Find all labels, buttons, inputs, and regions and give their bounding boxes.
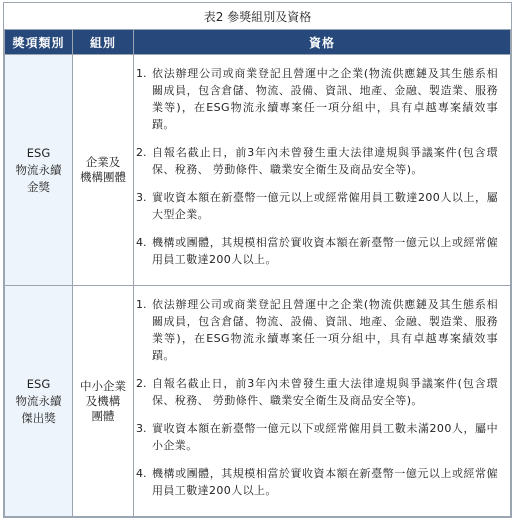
qualification-cell	[134, 55, 511, 286]
table-caption: 表2 參獎組別及資格	[5, 3, 511, 30]
list-item	[134, 375, 498, 409]
item-text: 自報名截止日，前3年內未曾發生重大法律違規與爭議案件(包含環保、稅務、 勞動條件、職業安全衛生及商品安全等)。	[152, 146, 498, 177]
item-number: 4.	[136, 467, 147, 481]
group-cell	[73, 55, 134, 286]
category-line: ESG	[26, 145, 51, 160]
header-category: 獎項類別	[5, 30, 73, 55]
item-text: 實收資本額在新臺幣一億元以上或經常僱用員工數達200人以上，屬大型企業。	[152, 191, 498, 222]
header-group: 組別	[73, 30, 134, 55]
caption-row	[5, 3, 511, 30]
item-text: 實收資本額在新臺幣一億元以下或經常僱用員工數未滿200人，屬中小企業。	[152, 422, 498, 453]
item-number: 3.	[136, 191, 147, 205]
item-text: 依法辦理公司或商業登記且營運中之企業(物流供應鏈及其生態系相關成員，包含倉儲、物流、設備、資訊、地產、金融、製造業、服務業等)，在ESG物流永續專案任一項分組中，具有卓越專案績效事蹟。	[152, 298, 498, 363]
item-number: 4.	[136, 236, 147, 250]
table	[4, 3, 511, 517]
table-row	[5, 286, 511, 517]
item-number: 2.	[136, 377, 147, 391]
award-qualification-table	[3, 2, 512, 518]
list-item	[134, 144, 498, 178]
list-item	[134, 465, 498, 499]
category-line: ESG	[26, 376, 51, 391]
list-item	[134, 234, 498, 268]
group-line: 及機構	[85, 393, 121, 408]
header-row	[5, 30, 511, 55]
category-line: 物流永續	[15, 393, 62, 408]
item-number: 1.	[136, 67, 147, 81]
item-text: 機構或團體，其規模相當於實收資本額在新臺幣一億元以上或經常僱用員工數達200人以上。	[152, 236, 498, 267]
item-number: 1.	[136, 298, 147, 312]
category-cell	[5, 286, 73, 517]
header-qualification: 資格	[134, 30, 511, 55]
category-cell	[5, 55, 73, 286]
item-number: 2.	[136, 146, 147, 160]
table-row	[5, 55, 511, 286]
item-text: 自報名截止日，前3年內未曾發生重大法律違規與爭議案件(包含環保、稅務、 勞動條件、職業安全衛生及商品安全等)。	[152, 377, 498, 408]
item-text: 依法辦理公司或商業登記且營運中之企業(物流供應鏈及其生態系相關成員，包含倉儲、物流、設備、資訊、地產、金融、製造業、服務業等)，在ESG物流永續專案任一項分組中，具有卓越專案績效事蹟。	[152, 67, 498, 132]
group-line: 團體	[91, 408, 115, 423]
list-item	[134, 420, 498, 454]
item-text: 機構或團體，其規模相當於實收資本額在新臺幣一億元以上或經常僱用員工數達200人以上。	[152, 467, 498, 498]
item-number: 3.	[136, 422, 147, 436]
group-line: 企業及	[85, 155, 121, 170]
category-line: 傑出獎	[21, 410, 56, 425]
qualification-cell	[134, 286, 511, 517]
category-line: 物流永續	[15, 162, 62, 177]
qualification-list	[134, 65, 498, 268]
list-item	[134, 65, 498, 133]
qualification-list	[134, 296, 498, 499]
list-item	[134, 189, 498, 223]
group-cell	[73, 286, 134, 517]
group-line: 中小企業	[80, 378, 126, 393]
category-line: 金獎	[27, 179, 50, 194]
list-item	[134, 296, 498, 364]
group-line: 機構團體	[80, 170, 126, 185]
